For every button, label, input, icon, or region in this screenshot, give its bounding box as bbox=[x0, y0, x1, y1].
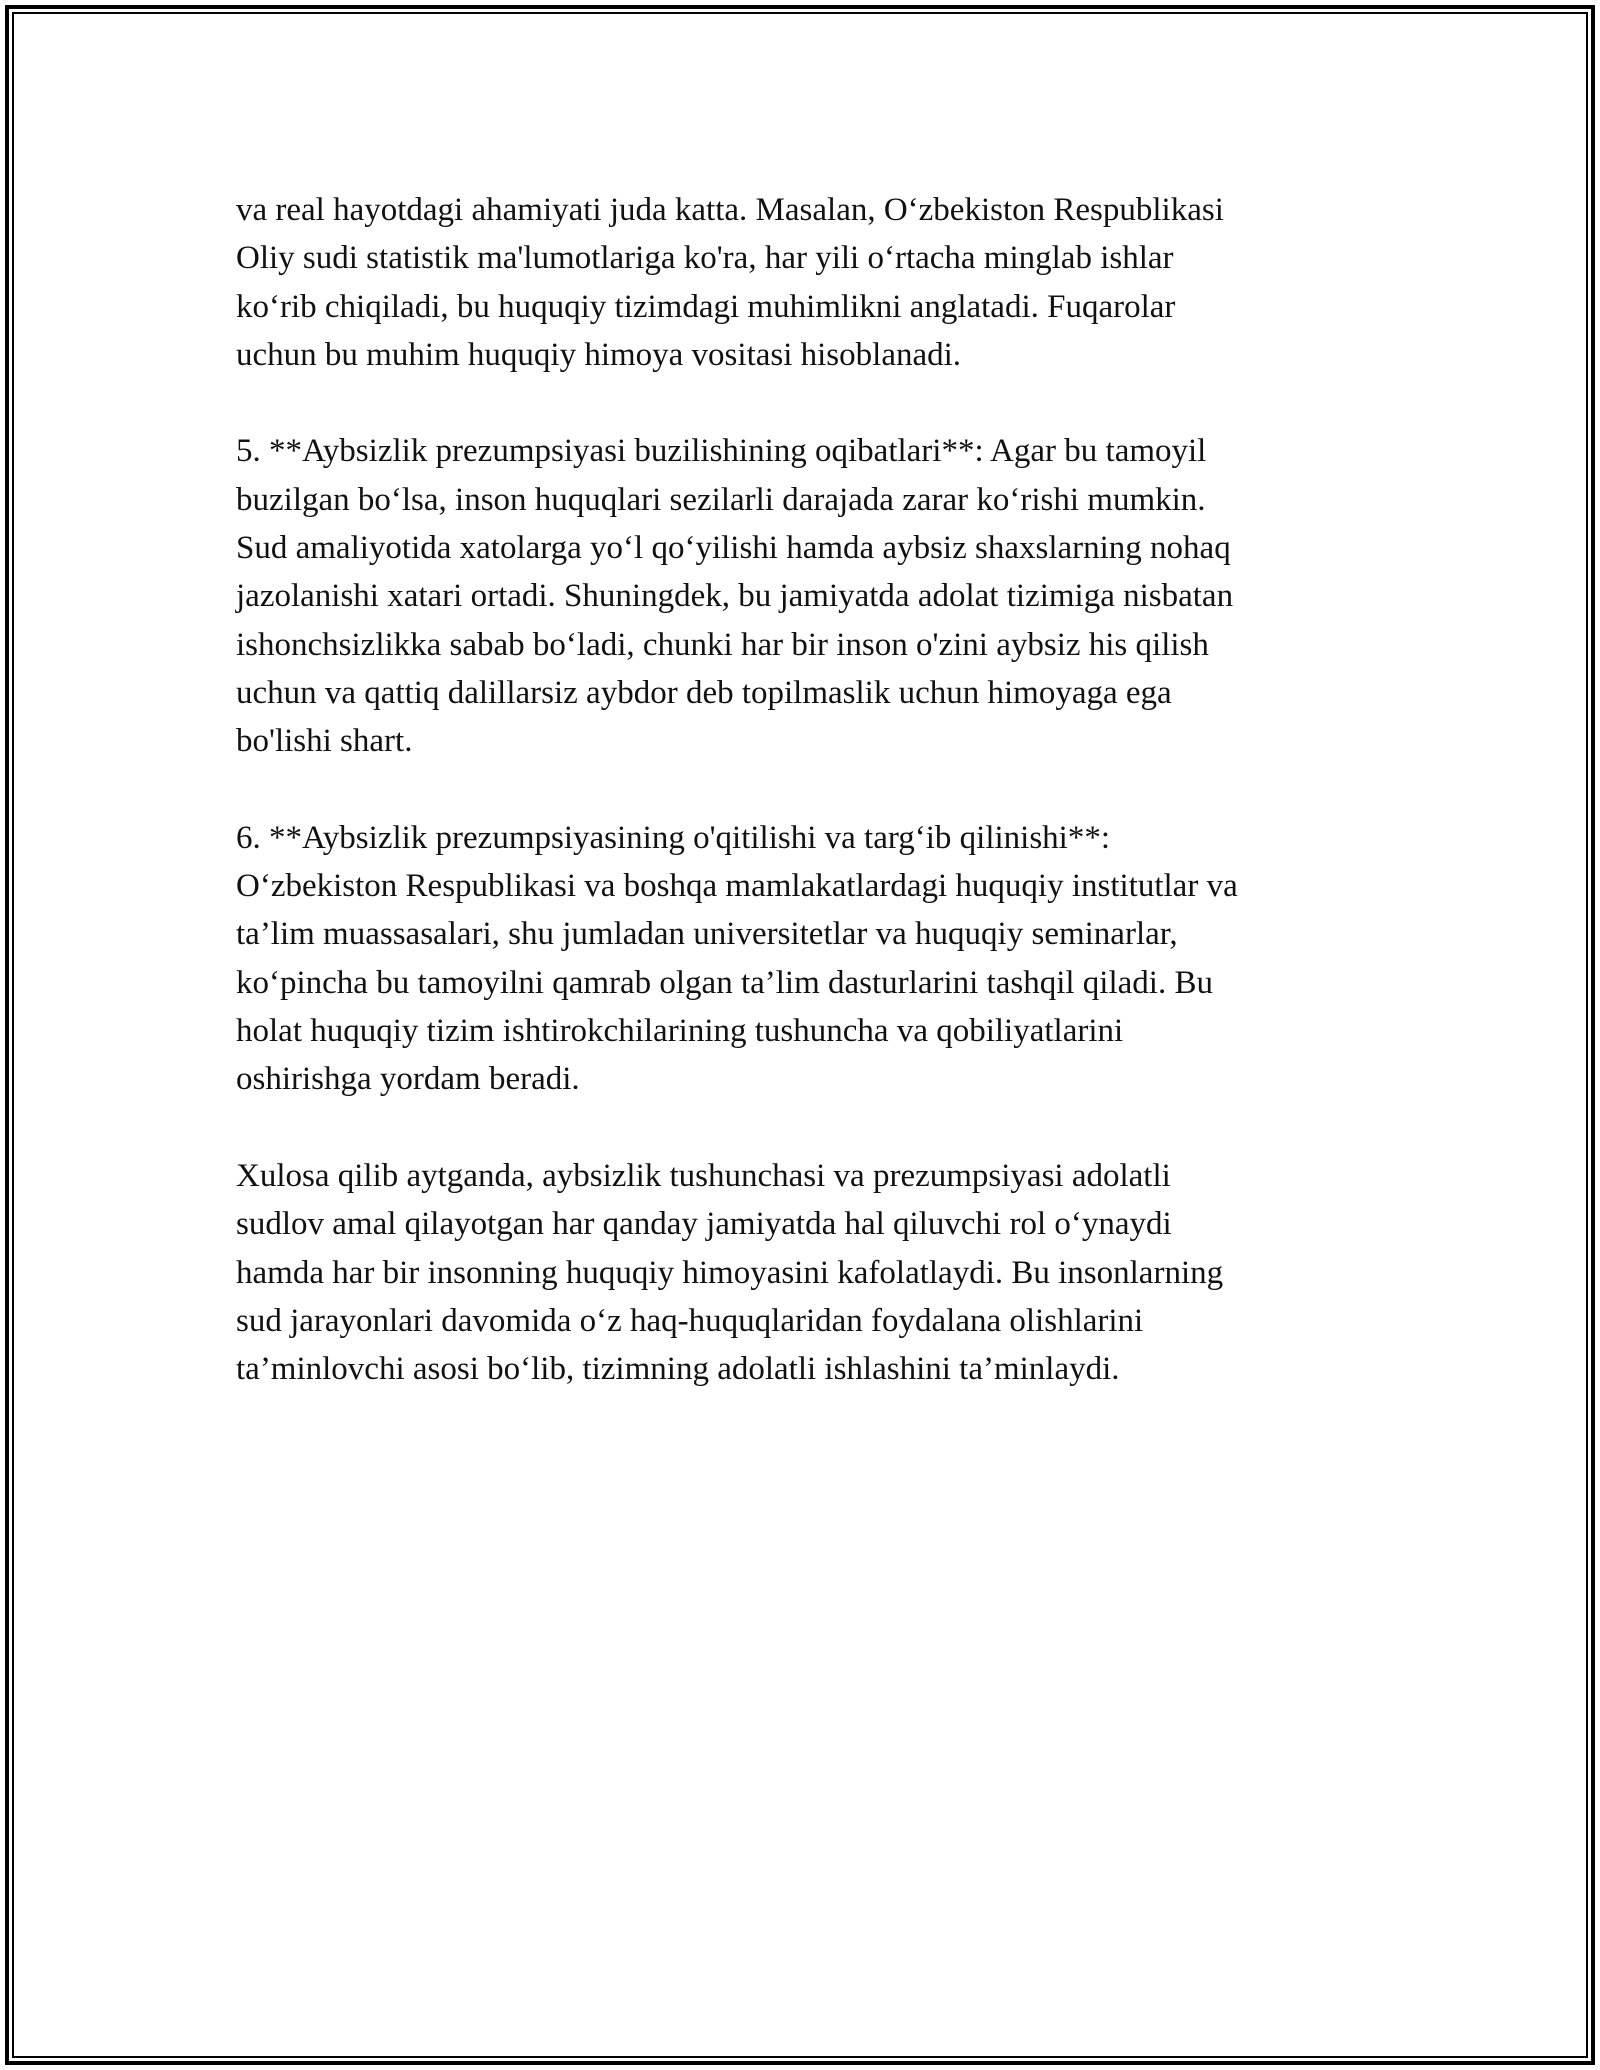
document-body bbox=[236, 186, 1356, 1442]
paragraph-point-6: 6. **Aybsizlik prezumpsiyasining o'qitilishi va targ‘ib qilinishi**: O‘zbekiston Respublikasi va boshqa mamlakatlardagi huquqiy institutlar va ta’lim muassasalari, shu jumladan universitetlar va huquqiy seminarlar, ko‘pincha bu tamoyilni qamrab olgan ta’lim dasturlarini tashqil qiladi. Bu holat huquqiy tizim ishtirokchilarining tushuncha va qobiliyatlarini oshirishga yordam beradi. bbox=[236, 819, 1238, 1098]
paragraph-intro-continuation: va real hayotdagi ahamiyati juda katta. Masalan, O‘zbekiston Respublikasi Oliy sudi statistik ma'lumotlariga ko'ra, har yili o‘rtacha minglab ishlar ko‘rib chiqiladi, bu huquqiy tizimdagi muhimlikni anglatadi. Fuqarolar uchun bu muhim huquqiy himoya vositasi hisoblanadi. bbox=[236, 192, 1224, 373]
paragraph-point-5: 5. **Aybsizlik prezumpsiyasi buzilishining oqibatlari**: Agar bu tamoyil buzilgan bo‘lsa, inson huquqlari sezilarli darajada zarar ko‘rishi mumkin. Sud amaliyotida xatolarga yo‘l qo‘yilishi hamda aybsiz shaxslarning nohaq jazolanishi xatari ortadi. Shuningdek, bu jamiyatda adolat tizimiga nisbatan ishonchsizlikka sabab bo‘ladi, chunki har bir inson o'zini aybsiz his qilish uchun va qattiq dalillarsiz aybdor deb topilmaslik uchun himoyaga ega bo'lishi shart. bbox=[236, 433, 1234, 760]
paragraph-conclusion: Xulosa qilib aytganda, aybsizlik tushunchasi va prezumpsiyasi adolatli sudlov amal qilayotgan har qanday jamiyatda hal qiluvchi rol o‘ynaydi hamda har bir insonning huquqiy himoyasini kafolatlaydi. Bu insonlarning sud jarayonlari davomida o‘z haq-huquqlaridan foydalana olishlarini ta’minlovchi asosi bo‘lib, tizimning adolatli ishlashini ta’minlaydi. bbox=[236, 1157, 1224, 1388]
